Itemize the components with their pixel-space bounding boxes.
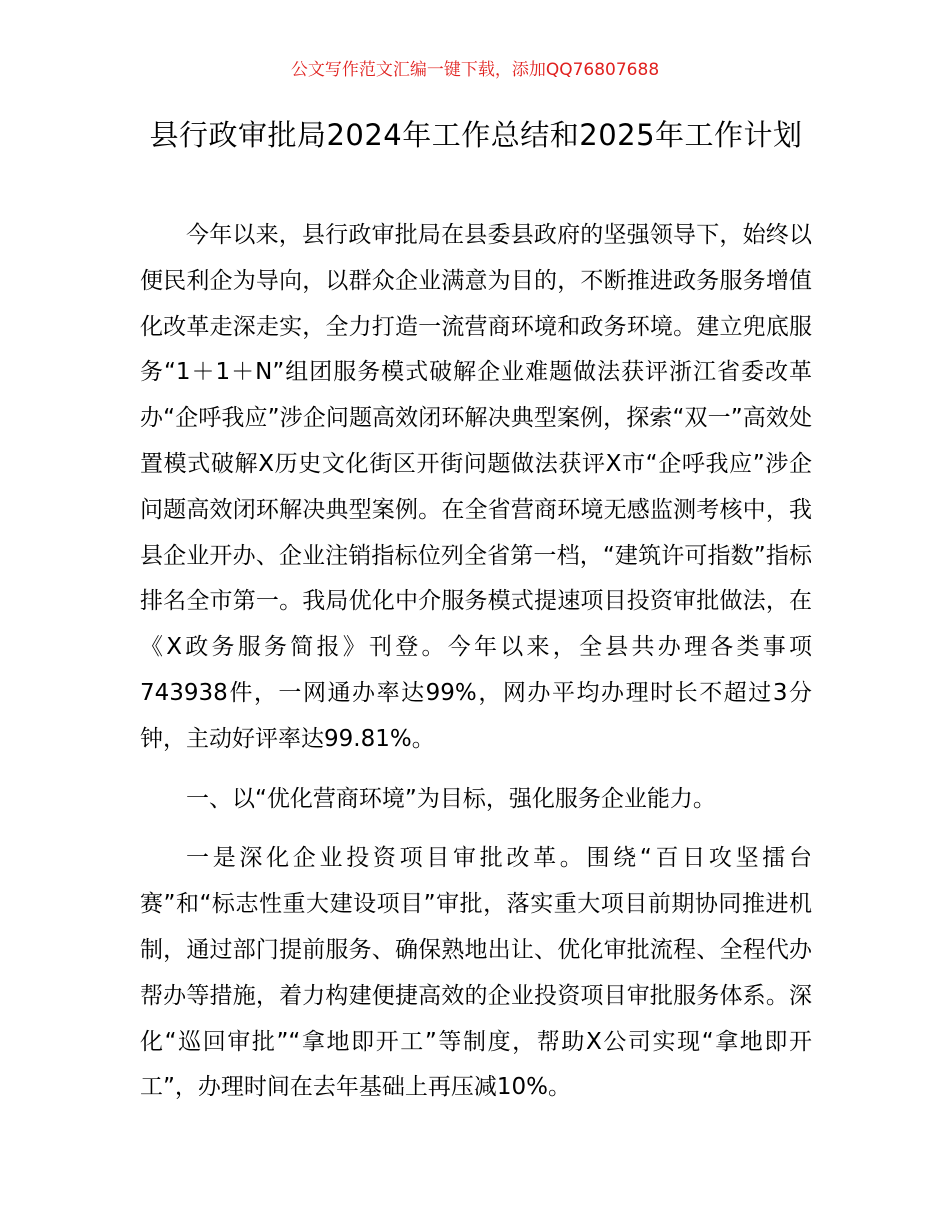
document-body (140, 213, 812, 1125)
paragraph-intro: 今年以来，县行政审批局在县委县政府的坚强领导下，始终以便民利企为导向，以群众企业满意为目的，不断推进政务服务增值化改革走深走实，全力打造一流营商环境和政务环境。建立兜底服务“1＋1＋N”组团服务模式破解企业难题做法获评浙江省委改革办“企呼我应”涉企问题高效闭环解决典型案例，探索“双一”高效处置模式破解X历史文化街区开街问题做法获评X市“企呼我应”涉企问题高效闭环解决典型案例。在全省营商环境无感监测考核中，我县企业开办、企业注销指标位列全省第一档，“建筑许可指数”指标排名全市第一。我局优化中介服务模式提速项目投资审批做法，在《X政务服务简报》刊登。今年以来，全县共办理各类事项743938件，一网通办率达99%，网办平均办理时长不超过3分钟，主动好评率达99.81%。 (140, 222, 812, 752)
paragraph-section-heading: 一、以“优化营商环境”为目标，强化服务企业能力。 (186, 785, 716, 812)
paragraph-item-one: 一是深化企业投资项目审批改革。围绕“百日攻坚擂台赛”和“标志性重大建设项目”审批，落实重大项目前期协同推进机制，通过部门提前服务、确保熟地出让、优化审批流程、全程代办帮办等措施，着力构建便捷高效的企业投资项目审批服务体系。深化“巡回审批”“拿地即开工”等制度，帮助X公司实现“拿地即开工”，办理时间在去年基础上再压减10%。 (140, 845, 812, 1101)
download-banner: 公文写作范文汇编一键下载，添加QQ76807688 (290, 60, 660, 80)
document-title: 县行政审批局2024年工作总结和2025年工作计划 (149, 118, 803, 152)
